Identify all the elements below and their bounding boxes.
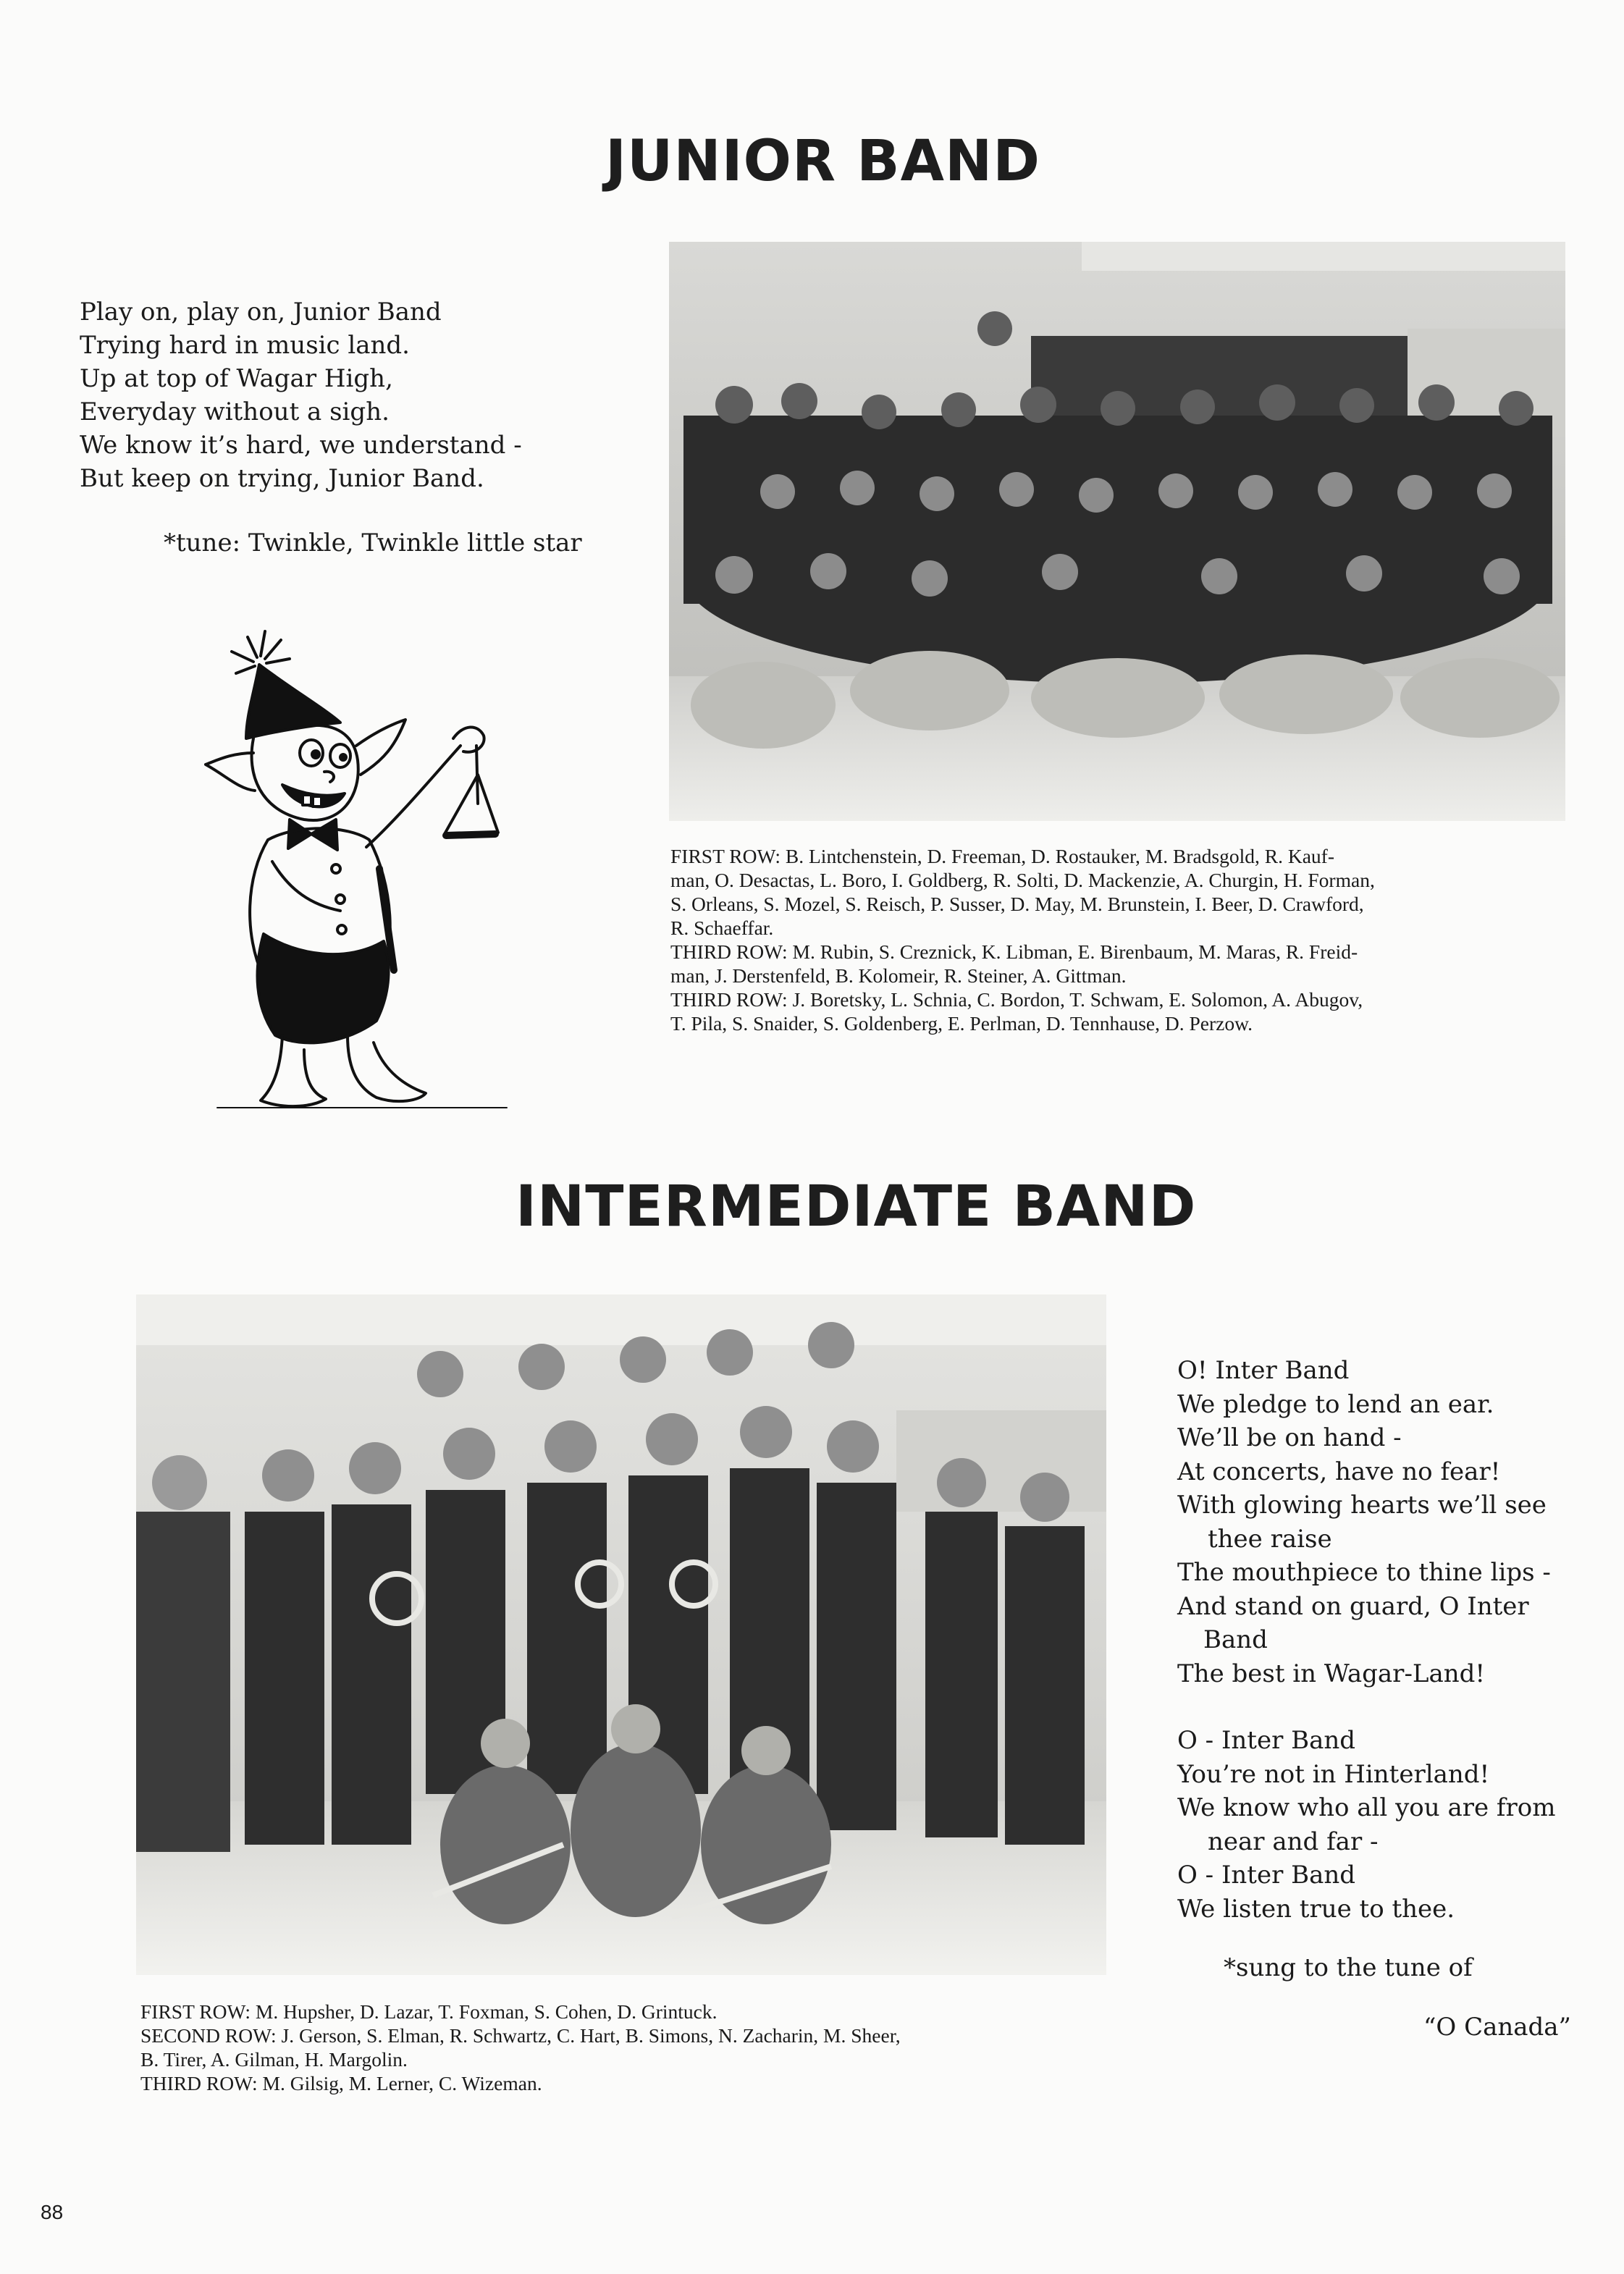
poem-line: Trying hard in music land. (80, 331, 410, 360)
poem-line: O - Inter Band (1177, 1726, 1356, 1755)
intermediate-band-poem (1177, 1354, 1555, 1926)
caption-line: R. Schaeffar. (670, 917, 774, 939)
intermediate-band-photo-image (136, 1294, 1106, 1975)
poem-line: With glowing hearts we’ll see (1177, 1491, 1547, 1520)
intermediate-band-tune-name: “O Canada” (1423, 2013, 1571, 2042)
page-number: 88 (41, 2201, 64, 2223)
caption-line: FIRST ROW: B. Lintchenstein, D. Freeman, D. Rostauker, M. Bradsgold, R. Kauf- (670, 845, 1334, 867)
poem-line: We know who all you are from (1177, 1793, 1556, 1822)
caption-line: FIRST ROW: M. Hupsher, D. Lazar, T. Foxman, S. Cohen, D. Grintuck. (140, 2000, 718, 2023)
poem-line: We know it’s hard, we understand - (80, 431, 522, 460)
caption-line: SECOND ROW: J. Gerson, S. Elman, R. Schwartz, C. Hart, B. Simons, N. Zacharin, M. Sheer, (140, 2024, 901, 2047)
poem-line: thee raise (1208, 1524, 1332, 1554)
caption-line: B. Tirer, A. Gilman, H. Margolin. (140, 2048, 408, 2071)
poem-line: O! Inter Band (1177, 1356, 1350, 1385)
intermediate-band-caption (140, 2000, 901, 2095)
junior-band-photo-image (669, 242, 1565, 821)
junior-band-poem (80, 295, 522, 495)
poem-line: We listen true to thee. (1177, 1894, 1455, 1924)
poem-line: O - Inter Band (1177, 1861, 1356, 1890)
poem-line: At concerts, have no fear! (1177, 1457, 1501, 1486)
caption-line: S. Orleans, S. Mozel, S. Reisch, P. Susser, D. May, M. Brunstein, I. Beer, D. Crawford, (670, 893, 1364, 915)
poem-line: Play on, play on, Junior Band (80, 298, 442, 327)
elf-mascot-illustration (203, 630, 529, 1122)
junior-band-tune-note: *tune: Twinkle, Twinkle little star (164, 529, 582, 557)
intermediate-band-tune-note: *sung to the tune of (1224, 1953, 1473, 1982)
poem-line: We pledge to lend an ear. (1177, 1389, 1494, 1419)
caption-line: man, J. Derstenfeld, B. Kolomeir, R. Steiner, A. Gittman. (670, 964, 1127, 987)
poem-line: The mouthpiece to thine lips - (1177, 1558, 1551, 1587)
caption-line: man, O. Desactas, L. Boro, I. Goldberg, R. Solti, D. Mackenzie, A. Churgin, H. Forman, (670, 869, 1375, 891)
junior-band-title: JUNIOR BAND (605, 129, 1041, 194)
intermediate-band-title: INTERMEDIATE BAND (516, 1174, 1197, 1239)
poem-line: And stand on guard, O Inter (1177, 1591, 1529, 1621)
junior-band-caption (670, 844, 1375, 1035)
junior-band-group-photo (669, 242, 1565, 821)
poem-stanza-break (1177, 1690, 1555, 1724)
poem-line: You’re not in Hinterland! (1177, 1759, 1490, 1789)
poem-line: The best in Wagar-Land! (1177, 1659, 1486, 1688)
caption-line: T. Pila, S. Snaider, S. Goldenberg, E. Perlman, D. Tennhause, D. Perzow. (670, 1012, 1253, 1035)
poem-line: Everyday without a sigh. (80, 397, 390, 426)
caption-line: THIRD ROW: M. Rubin, S. Creznick, K. Libman, E. Birenbaum, M. Maras, R. Freid- (670, 940, 1358, 963)
poem-line: near and far - (1208, 1827, 1379, 1856)
poem-line: Up at top of Wagar High, (80, 364, 393, 393)
caption-line: THIRD ROW: J. Boretsky, L. Schnia, C. Bordon, T. Schwam, E. Solomon, A. Abugov, (670, 988, 1363, 1011)
poem-line: We’ll be on hand - (1177, 1423, 1402, 1452)
poem-line: Band (1203, 1625, 1268, 1654)
intermediate-band-group-photo (136, 1294, 1106, 1975)
caption-line: THIRD ROW: M. Gilsig, M. Lerner, C. Wizeman. (140, 2072, 542, 2094)
poem-line: But keep on trying, Junior Band. (80, 464, 484, 493)
